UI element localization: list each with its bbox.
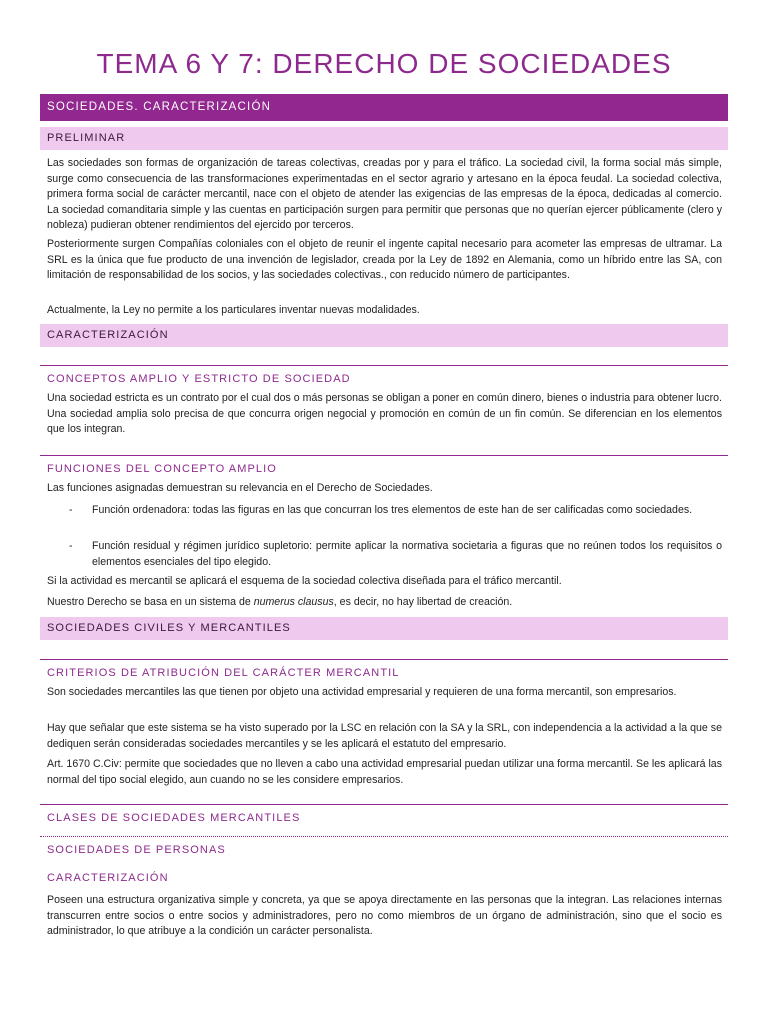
subsection-heading-civiles-mercantiles: SOCIEDADES CIVILES Y MERCANTILES	[40, 617, 728, 640]
bullet-dash: -	[69, 504, 73, 516]
paragraph-actividad-mercantil: Si la actividad es mercantil se aplicará el esquema de la sociedad colectiva diseñada para el tráfico mercantil.	[47, 575, 562, 587]
section-heading-sociedades-caracterizacion: SOCIEDADES. CARACTERIZACIÓN	[40, 94, 728, 121]
list-item-funcion-residual	[47, 539, 722, 570]
paragraph-sociedades-personas: Poseen una estructura organizativa simple y concreta, ya que se apoya directamente en las personas que la integran. Las relaciones internas transcurren entre socios o entre socios y administradores, pero no como miembros de un órgano de administración, sino que el socio es administrador, lo que atribuye a la condición un carácter personalista.	[47, 894, 722, 937]
heading-criterios-atribucion: CRITERIOS DE ATRIBUCIÓN DEL CARÁCTER MERCANTIL	[40, 659, 728, 681]
list-item-text: Función residual y régimen jurídico supletorio: permite aplicar la normativa societaria a figuras que no reúnen todos los requisitos o elementos esenciales del tipo elegido.	[92, 540, 722, 568]
heading-conceptos-amplio-estricto: CONCEPTOS AMPLIO Y ESTRICTO DE SOCIEDAD	[40, 365, 728, 387]
heading-funciones-concepto-amplio: FUNCIONES DEL CONCEPTO AMPLIO	[40, 455, 728, 477]
document-title: TEMA 6 Y 7: DERECHO DE SOCIEDADES	[96, 48, 672, 79]
paragraph-preliminar-2: Posteriormente surgen Compañías coloniales con el objeto de reunir el ingente capital necesario para acometer las empresas de ultramar. La SRL es la única que fue producto de una invención de legislador, creada por la Ley de 1892 en Alemania, como un híbrido entre las SA, con limitación de responsabilidad de los socios, y las sociedades colectivas., con reducido número de participantes.	[47, 238, 722, 281]
paragraph-criterios-3: Art. 1670 C.Civ: permite que sociedades que no lleven a cabo una actividad empresarial puedan utilizar una forma mercantil. Se les aplicará las normal del tipo social elegido, aun cuando no se les considere empresarios.	[47, 758, 722, 786]
paragraph-preliminar-1: Las sociedades son formas de organización de tareas colectivas, creadas por y para el tráfico. La sociedad civil, la forma social más simple, surge como consecuencia de las transformaciones experimentadas en el sector agrario y artesano en la época feudal. La sociedad colectiva, primera forma social de carácter mercantil, nace con el objeto de atender las exigencias de las empresas de la época, dedicadas al comercio. La sociedad comanditaria simple y las cuentas en participación surgen para permitir que personas que no querían ejercer públicamente (clero y nobleza) pudieran obtener rendimientos del ejercido por terceros.	[47, 157, 722, 231]
paragraph-preliminar-3: Actualmente, la Ley no permite a los particulares inventar nuevas modalidades.	[47, 304, 420, 316]
heading-sociedades-de-personas: SOCIEDADES DE PERSONAS	[40, 836, 728, 858]
paragraph-criterios-1: Son sociedades mercantiles las que tienen por objeto una actividad empresarial y requieren de una forma mercantil, son empresarios.	[47, 686, 677, 698]
subsection-heading-caracterizacion: CARACTERIZACIÓN	[40, 324, 728, 347]
heading-caracterizacion-personas: CARACTERIZACIÓN	[47, 872, 169, 884]
paragraph-funciones-intro: Las funciones asignadas demuestran su relevancia en el Derecho de Sociedades.	[47, 482, 433, 494]
subsection-heading-preliminar: PRELIMINAR	[40, 127, 728, 150]
text-segment: Nuestro Derecho se basa en un sistema de	[47, 596, 254, 608]
paragraph-criterios-2: Hay que señalar que este sistema se ha visto superado por la LSC en relación con la SA y la SRL, con independencia a la actividad a la que se dediquen serán consideradas sociedades mercantiles y se les aplicará el estatuto del empresario.	[47, 722, 722, 750]
heading-clases-sociedades-mercantiles: CLASES DE SOCIEDADES MERCANTILES	[40, 804, 728, 826]
bullet-dash: -	[69, 540, 73, 552]
emphasis-numerus-clausus: numerus clausus	[253, 596, 334, 608]
list-item-funcion-ordenadora	[47, 503, 722, 519]
list-item-text: Función ordenadora: todas las figuras en las que concurran los tres elementos de este han de ser calificadas como sociedades.	[92, 504, 693, 516]
text-segment: , es decir, no hay libertad de creación.	[333, 596, 513, 608]
paragraph-conceptos: Una sociedad estricta es un contrato por el cual dos o más personas se obligan a poner en común dinero, bienes o industria para obtener lucro. Una sociedad amplia solo precisa de que concurra origen negocial y promoción en común de un fin común. Se diferencian en los elementos que los integran.	[47, 392, 722, 435]
paragraph-numerus-clausus	[47, 595, 722, 611]
